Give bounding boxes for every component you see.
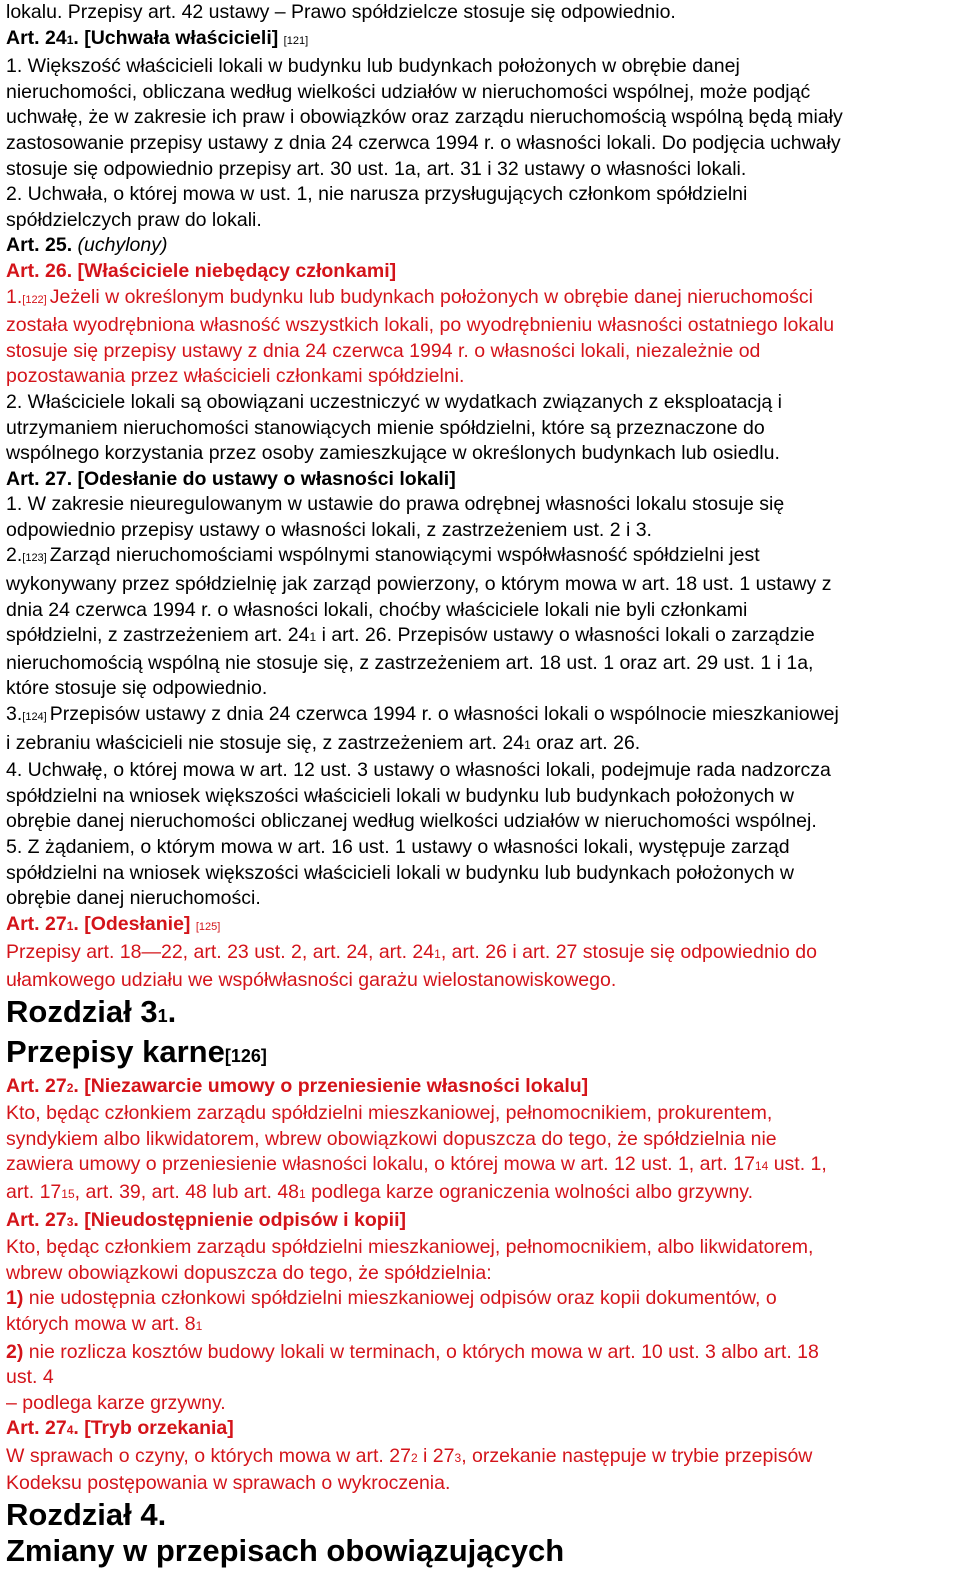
text-line: 1. Większość właścicieli lokali w budynku lub budynkach położonych w obrębie danej bbox=[6, 55, 740, 78]
text-line: wbrew obowiązkowi dopuszcza do tego, że spółdzielnia: bbox=[6, 1261, 492, 1284]
text-line: syndykiem albo likwidatorem, wbrew obowiązkowi dopuszcza do tego, że spółdzielnia nie bbox=[6, 1127, 777, 1150]
text-line: 2.[123] Zarząd nieruchomościami wspólnymi stanowiącymi współwłasność spółdzielni jest bbox=[6, 544, 760, 567]
article-25-heading: Art. 25. (uchylony) bbox=[6, 234, 168, 257]
text-line: obrębie danej nieruchomości obliczanej według wielkości udziałów w nieruchomości wspólnej. bbox=[6, 810, 817, 833]
text-line: obrębie danej nieruchomości. bbox=[6, 887, 261, 910]
text-line: spółdzielni, z zastrzeżeniem art. 241 i art. 26. Przepisów ustawy o własności lokali o zarządzie bbox=[6, 624, 815, 647]
text-line: ułamkowego udziału we współwłasności garażu wielostanowiskowego. bbox=[6, 968, 617, 991]
text-line: 5. Z żądaniem, o którym mowa w art. 16 ust. 1 ustawy o własności lokali, występuje zarząd bbox=[6, 836, 790, 858]
text-line: W sprawach o czyny, o których mowa w art. 272 i 273, orzekanie następuje w trybie przepisów bbox=[6, 1444, 813, 1467]
text-line: stosuje się przepisy ustawy z dnia 24 czerwca 1994 r. o własności lokali, niezależnie od bbox=[6, 339, 761, 362]
text-line: Kodeksu postępowania w sprawach o wykroczenia. bbox=[6, 1472, 451, 1495]
text-line: 1) nie udostępnia członkowi spółdzielni mieszkaniowej odpisów oraz kopii dokumentów, o bbox=[6, 1287, 777, 1310]
text-line: Przepisy art. 18—22, art. 23 ust. 2, art. 24, art. 241, art. 26 i art. 27 stosuje się odpowiednio do bbox=[6, 941, 817, 964]
text-line: 3.[124] Przepisów ustawy z dnia 24 czerwca 1994 r. o własności lokali o wspólnocie mieszkaniowej bbox=[6, 703, 839, 726]
article-24-1-heading: Art. 241. [Uchwała właścicieli] [121] bbox=[6, 26, 309, 49]
text-line: 1. W zakresie nieuregulowanym w ustawie do prawa odrębnej własności lokalu stosuje się bbox=[6, 493, 785, 516]
chapter-4-title: Zmiany w przepisach obowiązujących bbox=[6, 1533, 565, 1569]
text-line: wykonywany przez spółdzielnię jak zarząd powierzony, o którym mowa w art. 18 ust. 1 ustawy z bbox=[6, 573, 832, 596]
article-27-1-heading: Art. 271. [Odesłanie] [125] bbox=[6, 912, 221, 935]
text-line: nieruchomości, obliczana według wielkości udziałów w nieruchomości wspólnej, może podjąć bbox=[6, 80, 811, 103]
chapter-3-1-heading: Rozdział 31. bbox=[6, 993, 177, 1029]
text-line: wspólnego korzystania przez osoby zamieszkujące w określonych budynkach lub osiedlu. bbox=[6, 442, 780, 465]
text-line: dnia 24 czerwca 1994 r. o własności lokali, choćby właściciele lokali nie byli członkami bbox=[6, 598, 748, 621]
text-line: Kto, będąc członkiem zarządu spółdzielni mieszkaniowej, pełnomocnikiem, prokurentem, bbox=[6, 1102, 773, 1125]
text-line: 2) nie rozlicza kosztów budowy lokali w terminach, o których mowa w art. 10 ust. 3 albo art. 18 bbox=[6, 1340, 819, 1363]
chapter-4-heading: Rozdział 4. bbox=[6, 1497, 167, 1533]
article-26-heading: Art. 26. [Właściciele niebędący członkami] bbox=[6, 259, 397, 282]
text-line: spółdzielni na wniosek większości właścicieli lokali w budynku lub budynkach położonych w bbox=[6, 861, 794, 884]
text-line: uchwałę, że w zakresie ich praw i obowiązków oraz zarządu nieruchomością wspólną będą miały bbox=[6, 106, 843, 129]
text-line: utrzymaniem nieruchomości stanowiących mienie spółdzielni, które są przeznaczone do bbox=[6, 416, 765, 439]
text-line: art. 1715, art. 39, art. 48 lub art. 481 podlega karze ograniczenia wolności albo grzywny. bbox=[6, 1180, 754, 1203]
text-line: i zebraniu właścicieli nie stosuje się, z zastrzeżeniem art. 241 oraz art. 26. bbox=[6, 731, 641, 754]
text-line: 1.[122] Jeżeli w określonym budynku lub budynkach położonych w obrębie danej nieruchomości bbox=[6, 285, 813, 308]
text-line: które stosuje się odpowiednio. bbox=[6, 677, 268, 700]
text-line: ust. 4 bbox=[6, 1366, 54, 1389]
text-line: spółdzielczych praw do lokali. bbox=[6, 208, 262, 231]
text-line: 2. Uchwała, o której mowa w ust. 1, nie narusza przysługujących członkom spółdzielni bbox=[6, 183, 748, 206]
article-27-heading: Art. 27. [Odesłanie do ustawy o własności lokali] bbox=[6, 467, 456, 490]
text-line: została wyodrębniona własność wszystkich lokali, po wyodrębnieniu własności ostatniego lokalu bbox=[6, 314, 835, 337]
text-line: zawiera umowy o przeniesienie własności lokalu, o której mowa w art. 12 ust. 1, art. 1714 ust. 1, bbox=[6, 1153, 827, 1176]
text-line: nieruchomością wspólną nie stosuje się, z zastrzeżeniem art. 18 ust. 1 oraz art. 29 ust. 1 i 1a, bbox=[6, 651, 814, 674]
text-line: zastosowanie przepisy ustawy z dnia 24 czerwca 1994 r. o własności lokali. Do podjęcia uchwały bbox=[6, 131, 841, 154]
article-27-2-heading: Art. 272. [Niezawarcie umowy o przeniesienie własności lokalu] bbox=[6, 1074, 589, 1097]
text-line: 2. Właściciele lokali są obowiązani uczestniczyć w wydatkach związanych z eksploatacją i bbox=[6, 390, 783, 413]
text-line: spółdzielni na wniosek większości właścicieli lokali w budynku lub budynkach położonych w bbox=[6, 784, 794, 807]
text-line: odpowiednio przepisy ustawy o własności lokali, z zastrzeżeniem ust. 2 i 3. bbox=[6, 518, 652, 541]
text-line: lokalu. Przepisy art. 42 ustawy – Prawo spółdzielcze stosuje się odpowiednio. bbox=[6, 1, 676, 23]
chapter-3-1-title: Przepisy karne[126] bbox=[6, 1033, 267, 1069]
text-line: stosuje się odpowiednio przepisy art. 30 ust. 1a, art. 31 i 32 ustawy o własności lokali. bbox=[6, 157, 747, 180]
text-line: Kto, będąc członkiem zarządu spółdzielni mieszkaniowej, pełnomocnikiem, albo likwidatorem, bbox=[6, 1236, 814, 1259]
text-line: których mowa w art. 81 bbox=[6, 1312, 203, 1335]
text-line: 4. Uchwałę, o której mowa w art. 12 ust. 3 ustawy o własności lokali, podejmuje rada nadzorcza bbox=[6, 759, 831, 782]
article-27-3-heading: Art. 273. [Nieudostępnienie odpisów i kopii] bbox=[6, 1208, 406, 1231]
text-line: – podlega karze grzywny. bbox=[6, 1391, 226, 1414]
text-line: pozostawania przez właścicieli członkami spółdzielni. bbox=[6, 365, 465, 388]
article-27-4-heading: Art. 274. [Tryb orzekania] bbox=[6, 1417, 234, 1440]
